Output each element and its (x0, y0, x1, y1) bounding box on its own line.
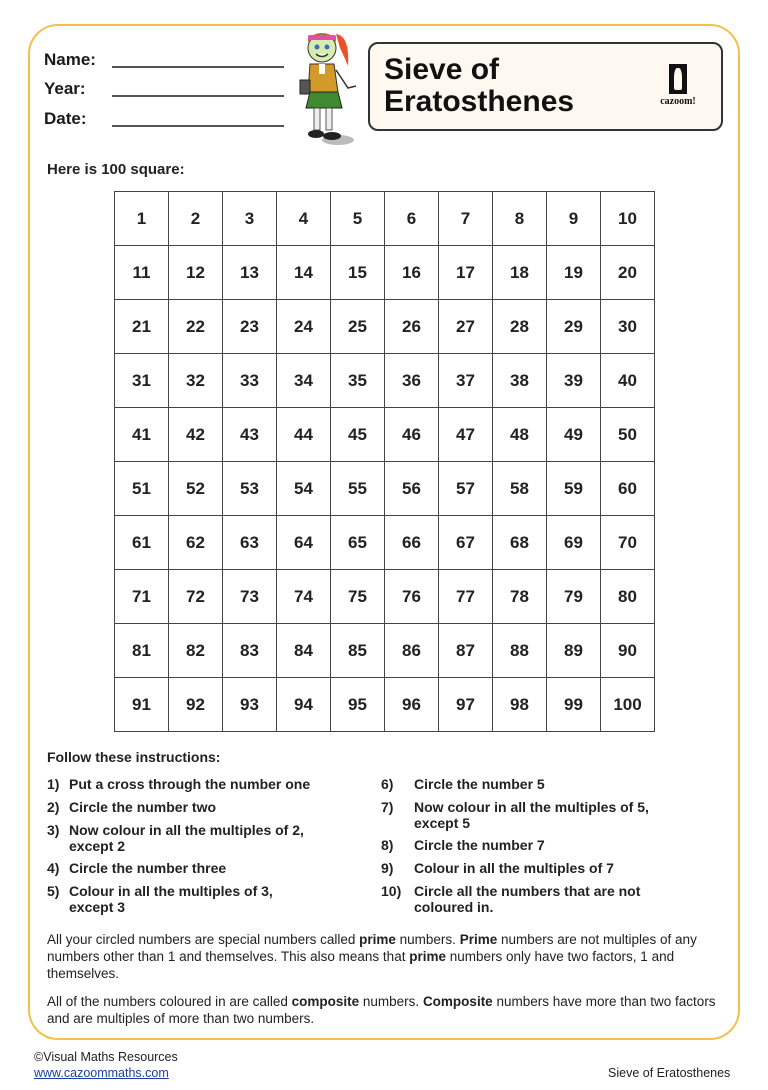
grid-cell[interactable]: 75 (331, 570, 385, 624)
grid-cell[interactable]: 63 (223, 516, 277, 570)
grid-cell[interactable]: 57 (439, 462, 493, 516)
logo-text: cazoom! (660, 96, 696, 107)
grid-cell[interactable]: 88 (493, 624, 547, 678)
name-label: Name: (44, 50, 96, 69)
cazoom-link[interactable]: www.cazoommaths.com (34, 1066, 169, 1080)
grid-cell[interactable]: 82 (169, 624, 223, 678)
grid-cell[interactable]: 73 (223, 570, 277, 624)
grid-cell[interactable]: 21 (115, 300, 169, 354)
grid-cell[interactable]: 68 (493, 516, 547, 570)
grid-cell[interactable]: 90 (601, 624, 655, 678)
grid-cell[interactable]: 32 (169, 354, 223, 408)
instruction-text: Put a cross through the number one (69, 776, 311, 792)
grid-cell[interactable]: 20 (601, 246, 655, 300)
grid-cell[interactable]: 3 (223, 192, 277, 246)
instruction-text: Circle the number two (69, 799, 217, 815)
grid-cell[interactable]: 1 (115, 192, 169, 246)
grid-cell[interactable]: 78 (493, 570, 547, 624)
instruction-text: Circle the number 7 (414, 837, 545, 853)
grid-cell[interactable]: 27 (439, 300, 493, 354)
grid-cell[interactable]: 23 (223, 300, 277, 354)
cazoom-logo (653, 64, 703, 107)
grid-cell[interactable]: 84 (277, 624, 331, 678)
grid-cell[interactable]: 100 (601, 678, 655, 732)
grid-row (115, 462, 655, 516)
year-line[interactable] (112, 95, 284, 97)
grid-cell[interactable]: 50 (601, 408, 655, 462)
grid-cell[interactable]: 96 (385, 678, 439, 732)
grid-cell[interactable]: 58 (493, 462, 547, 516)
grid-cell[interactable]: 94 (277, 678, 331, 732)
grid-cell[interactable]: 51 (115, 462, 169, 516)
grid-cell[interactable]: 45 (331, 408, 385, 462)
instruction-text: Circle the number three (69, 860, 227, 876)
grid-cell[interactable]: 38 (493, 354, 547, 408)
grid-cell[interactable]: 98 (493, 678, 547, 732)
grid-intro: Here is 100 square: (47, 161, 185, 178)
instruction-text: Now colour in all the multiples of 2, except 2 (69, 822, 304, 854)
grid-cell[interactable]: 49 (547, 408, 601, 462)
grid-row (115, 570, 655, 624)
grid-cell[interactable]: 13 (223, 246, 277, 300)
text-segment: numbers. (359, 994, 423, 1009)
grid-cell[interactable]: 74 (277, 570, 331, 624)
grid-cell[interactable]: 76 (385, 570, 439, 624)
grid-cell[interactable]: 12 (169, 246, 223, 300)
bold-term: composite (291, 994, 360, 1009)
grid-cell[interactable]: 59 (547, 462, 601, 516)
grid-row (115, 678, 655, 732)
instruction-number: 7) (381, 799, 394, 815)
grid-cell[interactable]: 56 (385, 462, 439, 516)
grid-cell[interactable]: 16 (385, 246, 439, 300)
grid-cell[interactable]: 92 (169, 678, 223, 732)
instruction-number: 6) (381, 776, 394, 792)
text-segment: numbers only have two factors, 1 and themselves. (47, 949, 675, 981)
text-segment: numbers. (395, 932, 460, 947)
title-box (368, 42, 723, 131)
grid-cell[interactable]: 7 (439, 192, 493, 246)
instructions-heading: Follow these instructions: (47, 749, 221, 765)
grid-cell[interactable]: 36 (385, 354, 439, 408)
grid-cell[interactable]: 69 (547, 516, 601, 570)
grid-cell[interactable]: 6 (385, 192, 439, 246)
grid-cell[interactable]: 29 (547, 300, 601, 354)
year-field[interactable] (44, 79, 86, 99)
grid-cell[interactable]: 85 (331, 624, 385, 678)
grid-cell[interactable]: 18 (493, 246, 547, 300)
grid-cell[interactable]: 42 (169, 408, 223, 462)
grid-cell[interactable]: 89 (547, 624, 601, 678)
grid-cell[interactable]: 2 (169, 192, 223, 246)
instruction-number: 2) (47, 799, 60, 815)
grid-cell[interactable]: 30 (601, 300, 655, 354)
grid-cell[interactable]: 14 (277, 246, 331, 300)
grid-cell[interactable]: 64 (277, 516, 331, 570)
grid-cell[interactable]: 47 (439, 408, 493, 462)
year-label: Year: (44, 79, 86, 98)
grid-cell[interactable]: 28 (493, 300, 547, 354)
date-line[interactable] (112, 125, 284, 127)
title-line-1: Sieve of (384, 53, 500, 86)
grid-cell[interactable]: 26 (385, 300, 439, 354)
title-line-2: Eratosthenes (384, 85, 575, 118)
grid-cell[interactable]: 52 (169, 462, 223, 516)
name-field[interactable] (44, 50, 96, 70)
hundred-square (114, 191, 655, 732)
grid-cell[interactable]: 35 (331, 354, 385, 408)
grid-cell[interactable]: 61 (115, 516, 169, 570)
bold-term: Composite (422, 994, 493, 1009)
grid-cell[interactable]: 15 (331, 246, 385, 300)
grid-row (115, 300, 655, 354)
bold-term: prime (409, 949, 446, 964)
instruction-number: 9) (381, 860, 394, 876)
grid-cell[interactable]: 37 (439, 354, 493, 408)
composite-explanation (47, 993, 727, 1027)
grid-cell[interactable]: 34 (277, 354, 331, 408)
grid-cell[interactable]: 22 (169, 300, 223, 354)
instruction-text: Circle the number 5 (414, 776, 545, 792)
grid-cell[interactable]: 54 (277, 462, 331, 516)
grid-cell[interactable]: 8 (493, 192, 547, 246)
instruction-number: 10) (381, 883, 402, 899)
grid-cell[interactable]: 93 (223, 678, 277, 732)
grid-cell[interactable]: 19 (547, 246, 601, 300)
footer-title: Sieve of Eratosthenes (608, 1066, 731, 1080)
text-segment: All your circled numbers are special numbers called (47, 932, 360, 947)
prime-explanation (47, 931, 727, 982)
grid-row (115, 192, 655, 246)
bold-term: prime (359, 932, 396, 947)
grid-row (115, 516, 655, 570)
grid-cell[interactable]: 4 (277, 192, 331, 246)
grid-cell[interactable]: 99 (547, 678, 601, 732)
grid-cell[interactable]: 66 (385, 516, 439, 570)
grid-cell[interactable]: 41 (115, 408, 169, 462)
cazoom-logo-icon (669, 64, 687, 94)
grid-cell[interactable]: 87 (439, 624, 493, 678)
cartoon-girl-illustration (298, 26, 362, 148)
worksheet-title (384, 54, 574, 118)
grid-row (115, 246, 655, 300)
grid-cell[interactable]: 72 (169, 570, 223, 624)
instruction-text: Now colour in all the multiples of 5, except 5 (414, 799, 649, 831)
instruction-number: 8) (381, 837, 394, 853)
instruction-text: Colour in all the multiples of 3, except 3 (69, 883, 273, 915)
grid-cell[interactable]: 25 (331, 300, 385, 354)
grid-cell[interactable]: 95 (331, 678, 385, 732)
grid-cell[interactable]: 97 (439, 678, 493, 732)
grid-cell[interactable]: 5 (331, 192, 385, 246)
grid-cell[interactable]: 39 (547, 354, 601, 408)
grid-cell[interactable]: 80 (601, 570, 655, 624)
grid-cell[interactable]: 33 (223, 354, 277, 408)
grid-row (115, 408, 655, 462)
instruction-text: Circle all the numbers that are not coloured in. (414, 883, 641, 915)
name-line[interactable] (112, 66, 284, 68)
copyright-text: ©Visual Maths Resources (34, 1050, 178, 1064)
grid-cell[interactable]: 43 (223, 408, 277, 462)
grid-cell[interactable]: 48 (493, 408, 547, 462)
grid-cell[interactable]: 31 (115, 354, 169, 408)
grid-cell[interactable]: 71 (115, 570, 169, 624)
grid-cell[interactable]: 77 (439, 570, 493, 624)
instruction-number: 4) (47, 860, 60, 876)
grid-cell[interactable]: 83 (223, 624, 277, 678)
grid-cell[interactable]: 44 (277, 408, 331, 462)
text-segment: All of the numbers coloured in are called (47, 994, 292, 1009)
footer-link-wrap (34, 1066, 169, 1080)
grid-cell[interactable]: 11 (115, 246, 169, 300)
grid-cell[interactable]: 9 (547, 192, 601, 246)
text-segment: numbers have more than two factors and are multiples of more than two numbers. (47, 994, 716, 1026)
grid-cell[interactable]: 40 (601, 354, 655, 408)
bold-term: Prime (459, 932, 498, 947)
grid-row (115, 624, 655, 678)
grid-cell[interactable]: 53 (223, 462, 277, 516)
grid-cell[interactable]: 81 (115, 624, 169, 678)
grid-cell[interactable]: 10 (601, 192, 655, 246)
grid-cell[interactable]: 55 (331, 462, 385, 516)
instruction-number: 3) (47, 822, 60, 838)
date-field[interactable] (44, 109, 87, 129)
grid-cell[interactable]: 17 (439, 246, 493, 300)
instruction-text: Colour in all the multiples of 7 (414, 860, 614, 876)
grid-cell[interactable]: 67 (439, 516, 493, 570)
instruction-number: 5) (47, 883, 60, 899)
grid-cell[interactable]: 70 (601, 516, 655, 570)
date-label: Date: (44, 109, 87, 128)
text-segment: numbers are not multiples of any numbers other than 1 and themselves. This also means that (47, 932, 697, 964)
grid-cell[interactable]: 86 (385, 624, 439, 678)
grid-cell[interactable]: 79 (547, 570, 601, 624)
grid-row (115, 354, 655, 408)
instruction-number: 1) (47, 776, 60, 792)
grid-cell[interactable]: 62 (169, 516, 223, 570)
grid-cell[interactable]: 65 (331, 516, 385, 570)
grid-cell[interactable]: 91 (115, 678, 169, 732)
grid-cell[interactable]: 60 (601, 462, 655, 516)
grid-cell[interactable]: 46 (385, 408, 439, 462)
grid-cell[interactable]: 24 (277, 300, 331, 354)
